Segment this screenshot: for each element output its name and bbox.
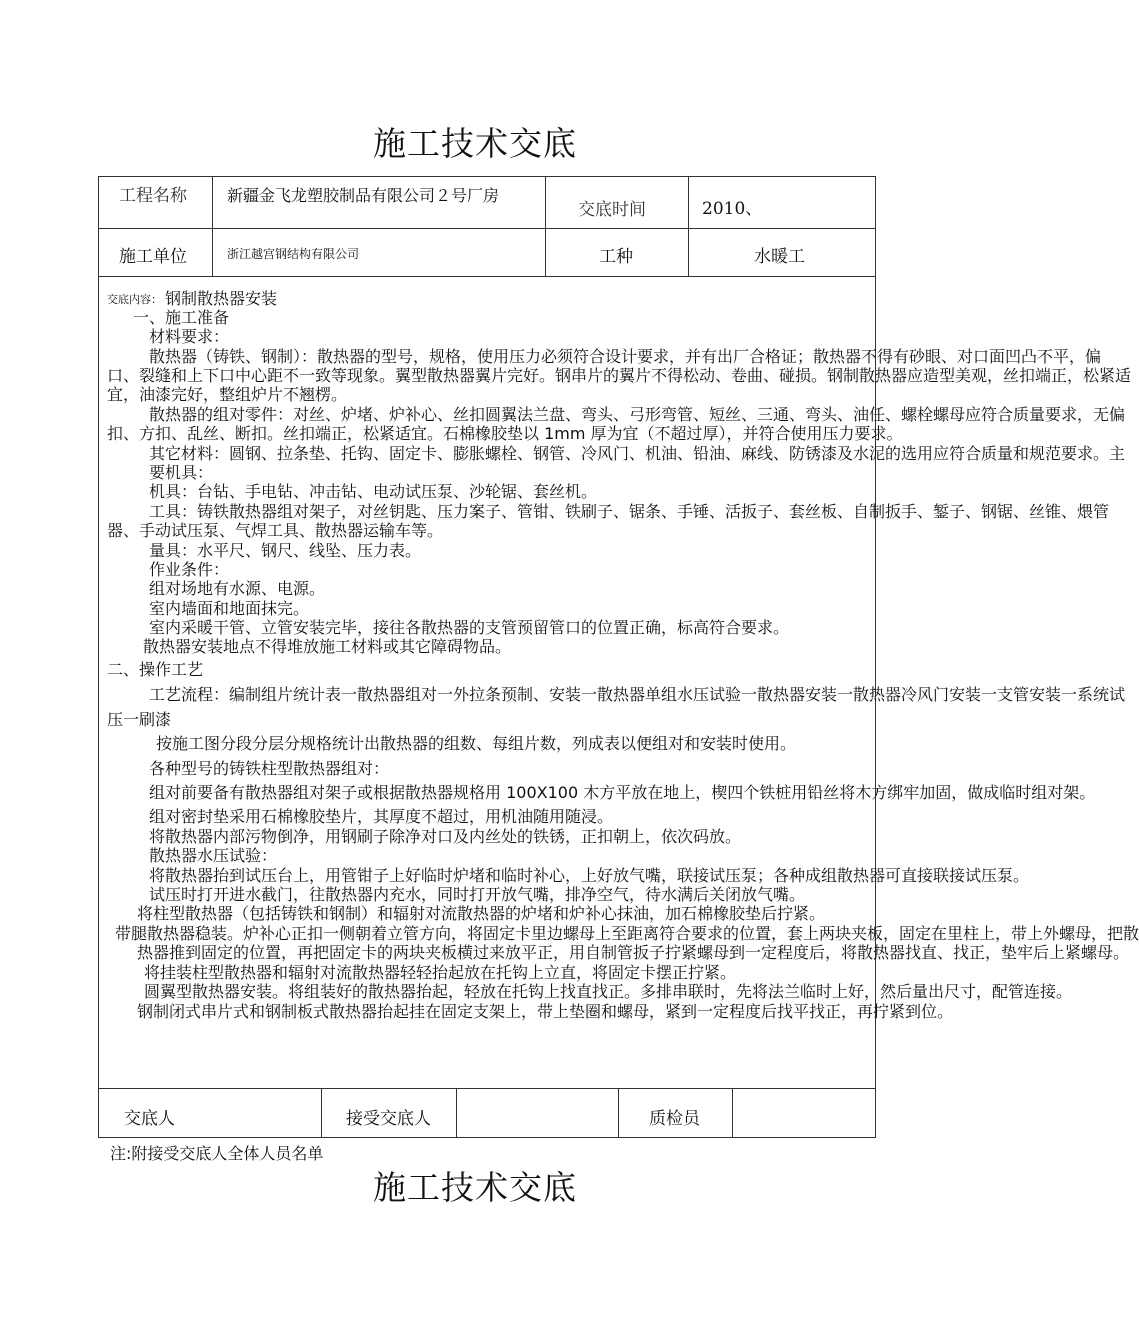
trade-label: 工种 <box>599 247 633 267</box>
content-label: 交底内容： <box>107 293 162 306</box>
footer-note: 注:附接受交底人全体人员名单 <box>110 1144 324 1163</box>
content-line: 散热器（铸铁、钢制）：散热器的型号，规格，使用压力必须符合设计要求，并有出厂合格证；散热器不得有砂眼、对口面凹凸不平，偏 <box>149 347 1102 366</box>
date-label: 交底时间 <box>578 200 646 220</box>
content-line: 组对密封垫采用石棉橡胶垫片，其厚度不超过，用机油随用随浸。 <box>149 807 614 826</box>
presenter-signature-field[interactable] <box>222 1103 320 1133</box>
content-line: 带腿散热器稳装。炉补心正扣一侧朝着立管方向，将固定卡里边螺母上至距离符合要求的位置，套上两块夹板，固定在里柱上，带上外螺母，把散 <box>115 924 1139 943</box>
trade-value: 水暖工 <box>754 247 805 267</box>
construction-unit-label: 施工单位 <box>119 247 187 267</box>
content-line: 器、手动试压泵、气焊工具、散热器运输车等。 <box>107 521 444 540</box>
section-heading: 一、施工准备 <box>133 308 230 327</box>
content-line: 扣、方扣、乱丝、断扣。丝扣端正，松紧适宜。石棉橡胶垫以 1mm 厚为宜（不超过厚），并符合使用压力要求。 <box>107 424 903 443</box>
receiver-signature-field[interactable] <box>457 1103 617 1133</box>
project-name-value: 新疆金飞龙塑胶制品有限公司２号厂房 <box>227 186 500 205</box>
content-line: 作业条件： <box>149 560 230 579</box>
content-line: 将散热器内部污物倒净，用钢刷子除净对口及内丝处的铁锈，正扣朝上，依次码放。 <box>149 827 742 846</box>
row-divider <box>99 276 875 277</box>
col-divider <box>688 177 689 276</box>
content-line: 室内墙面和地面抹完。 <box>149 599 310 618</box>
col-divider <box>321 1088 322 1138</box>
inspector-label: 质检员 <box>649 1109 700 1129</box>
content-line: 试压时打开进水截门，往散热器内充水，同时打开放气嘴，排净空气，待水满后关闭放气嘴。 <box>149 885 806 904</box>
receiver-label: 接受交底人 <box>346 1109 431 1129</box>
content-line: 将挂装柱型散热器和辐射对流散热器轻轻抬起放在托钩上立直，将固定卡摆正拧紧。 <box>144 963 737 982</box>
content-title: 钢制散热器安装 <box>165 289 278 308</box>
content-line: 压一刷漆 <box>107 710 172 729</box>
content-line: 要机具： <box>149 463 214 482</box>
content-line: 热器推到固定的位置，再把固定卡的两块夹板横过来放平正，用自制管扳子拧紧螺母到一定程度后，将散热器找直、找正，垫牢后上紧螺母。 <box>137 943 1130 962</box>
content-line: 将柱型散热器（包括铸铁和钢制）和辐射对流散热器的炉堵和炉补心抹油，加石棉橡胶垫后拧紧。 <box>137 904 826 923</box>
content-line: 组对前要备有散热器组对架子或根据散热器规格用 100X100 木方平放在地上，楔四个铁桩用铅丝将木方绑牢加固，做成临时组对架。 <box>149 783 1096 802</box>
col-divider <box>212 177 213 276</box>
content-line: 室内采暖干管、立管安装完毕，接往各散热器的支管预留管口的位置正确，标高符合要求。 <box>149 618 790 637</box>
disclosure-form <box>98 176 1139 1138</box>
content-line: 其它材料：圆钢、拉条垫、托钩、固定卡、膨胀螺栓、钢管、冷风门、机油、铅油、麻线、防锈漆及水泥的选用应符合质量和规范要求。主 <box>149 444 1126 463</box>
content-line: 按施工图分段分层分规格统计出散热器的组数、每组片数，列成表以便组对和安装时使用。 <box>156 734 797 753</box>
section-heading: 二、操作工艺 <box>107 660 204 679</box>
content-line: 机具：台钻、手电钻、冲击钻、电动试压泵、沙轮锯、套丝机。 <box>149 482 598 501</box>
inspector-signature-field[interactable] <box>733 1103 873 1133</box>
date-value: 2010、 <box>702 199 763 219</box>
construction-unit-value: 浙江越宫钢结构有限公司 <box>227 247 360 261</box>
content-line: 宜，油漆完好，整组炉片不翘楞。 <box>107 385 348 404</box>
content-line: 材料要求： <box>149 327 230 346</box>
content-line: 口、裂缝和上下口中心距不一致等现象。翼型散热器翼片完好。钢串片的翼片不得松动、卷曲、碰损。钢制散热器应造型美观，丝扣端正，松紧适 <box>107 366 1132 385</box>
content-line: 钢制闭式串片式和钢制板式散热器抬起挂在固定支架上，带上垫圈和螺母，紧到一定程度后找平找正，再拧紧到位。 <box>137 1002 954 1021</box>
content-line: 圆翼型散热器安装。将组装好的散热器抬起，轻放在托钩上找直找正。多排串联时，先将法兰临时上好，然后量出尺寸，配管连接。 <box>144 982 1073 1001</box>
content-line: 散热器安装地点不得堆放施工材料或其它障碍物品。 <box>143 637 512 656</box>
content-line: 工艺流程：编制组片统计表一散热器组对一外拉条预制、安装一散热器单组水压试验一散热器安装一散热器冷风门安装一支管安装一系统试 <box>149 685 1126 704</box>
row-divider <box>99 1088 875 1089</box>
col-divider <box>618 1088 619 1138</box>
next-page-title: 施工技术交底 <box>373 1168 577 1207</box>
content-line: 各种型号的铸铁柱型散热器组对： <box>149 759 390 778</box>
content-line: 工具：铸铁散热器组对架子，对丝钥匙、压力案子、管钳、铁刷子、锯条、手锤、活扳子、套丝板、自制扳手、錾子、钢锯、丝锥、煨管 <box>149 502 1110 521</box>
row-divider <box>99 228 875 229</box>
project-name-label: 工程名称 <box>119 186 187 206</box>
content-line: 散热器水压试验： <box>149 846 278 865</box>
page-title: 施工技术交底 <box>373 124 577 163</box>
content-line: 组对场地有水源、电源。 <box>149 579 326 598</box>
presenter-label: 交底人 <box>124 1109 175 1129</box>
col-divider <box>545 177 546 276</box>
content-line: 量具：水平尺、钢尺、线坠、压力表。 <box>149 541 422 560</box>
content-line: 将散热器抬到试压台上，用管钳子上好临时炉堵和临时补心，上好放气嘴，联接试压泵；各种成组散热器可直接联接试压泵。 <box>149 866 1030 885</box>
content-line: 散热器的组对零件：对丝、炉堵、炉补心、丝扣圆翼法兰盘、弯头、弓形弯管、短丝、三通、弯头、油任、螺栓螺母应符合质量要求，无偏 <box>149 405 1126 424</box>
